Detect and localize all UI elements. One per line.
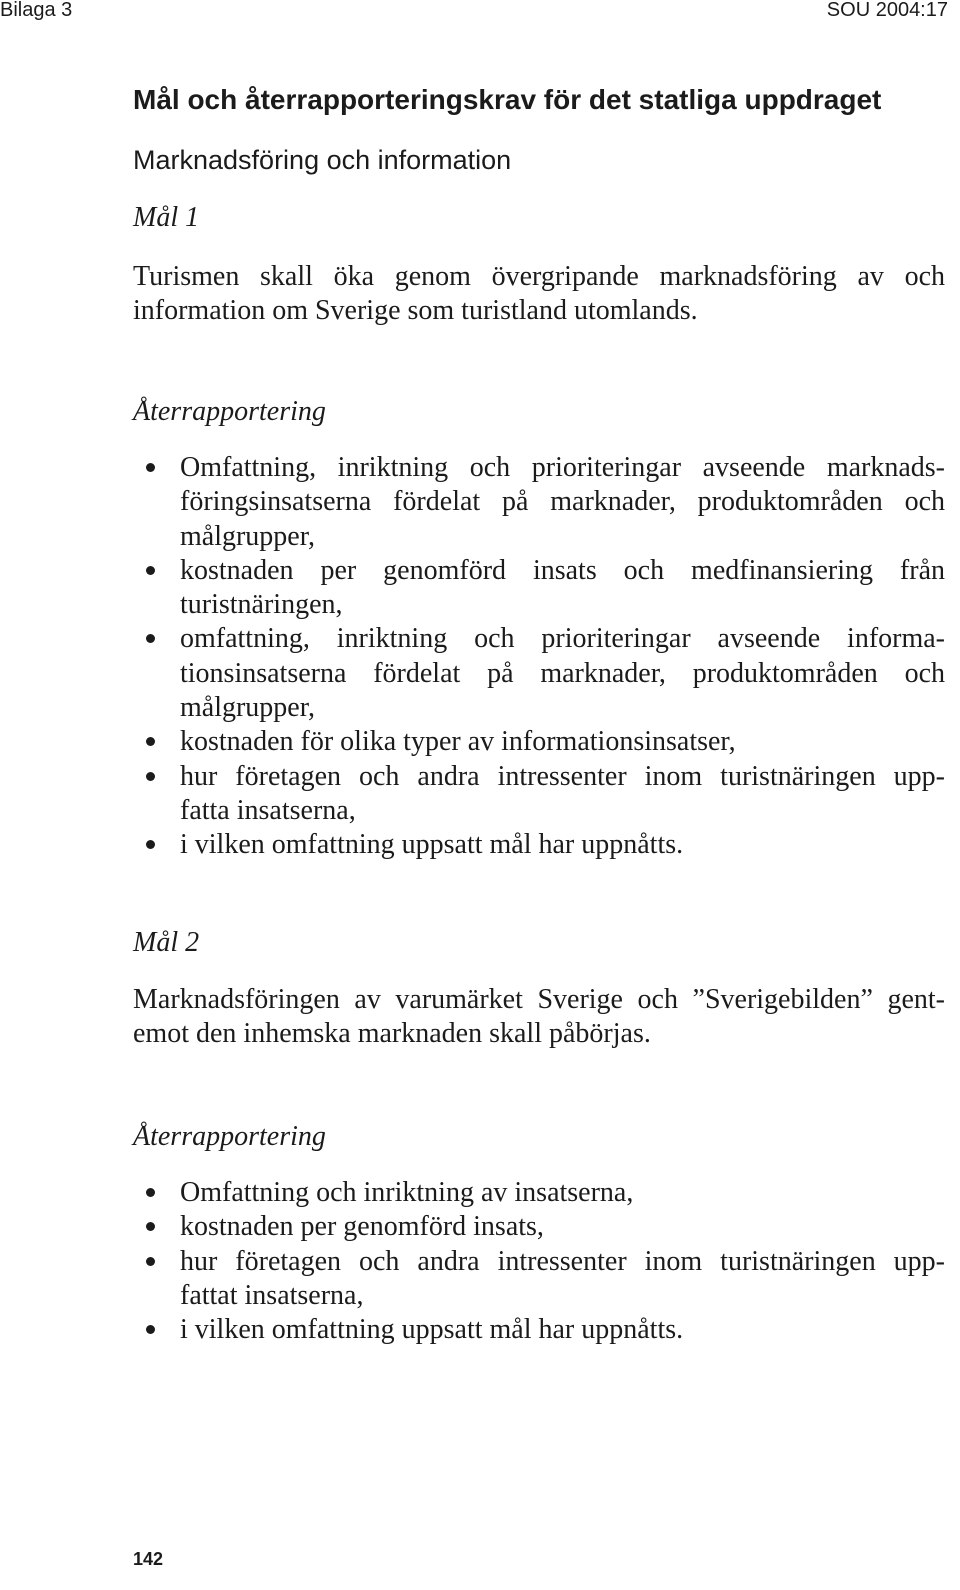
item-line: tionsinsatserna fördelat på marknader, produktområden och: [180, 657, 945, 689]
header-appendix-label: Bilaga 3: [0, 0, 73, 21]
list-item: [180, 451, 945, 554]
text-line: information om Sverige som turistland utomlands.: [133, 294, 698, 326]
bullet-icon: [146, 737, 155, 746]
list-item: [180, 725, 945, 759]
item-line: i vilken omfattning uppsatt mål har uppnåtts.: [180, 829, 684, 861]
item-line: Omfattning, inriktning och prioriteringar avseende marknads-: [180, 452, 945, 483]
section-subtitle: Marknadsföring och information: [133, 145, 512, 175]
item-line: i vilken omfattning uppsatt mål har uppnåtts.: [180, 1314, 684, 1346]
item-line: hur företagen och andra intressenter inom turistnäringen upp-: [180, 1245, 945, 1277]
item-line: hur företagen och andra intressenter inom turistnäringen upp-: [180, 760, 945, 792]
item-line: målgrupper,: [180, 520, 315, 552]
text-line: emot den inhemska marknaden skall påbörjas.: [133, 1017, 651, 1049]
page-number: 142: [133, 1549, 164, 1569]
bullet-icon: [146, 1257, 155, 1266]
text-line: Turismen skall öka genom övergripande marknadsföring av och: [133, 261, 945, 292]
goal-2-reporting-heading: Återrapportering: [133, 1121, 326, 1152]
list-item: [180, 828, 945, 862]
item-line: kostnaden för olika typer av informationsinsatser,: [180, 726, 736, 758]
list-item: [180, 1245, 945, 1314]
bullet-icon: [146, 772, 155, 781]
goal-1-reporting-heading: Återrapportering: [133, 396, 326, 427]
bullet-icon: [146, 1325, 155, 1334]
bullet-icon: [146, 634, 155, 643]
bullet-icon: [146, 463, 155, 472]
item-line: fattat insatserna,: [180, 1279, 364, 1311]
list-item: [180, 760, 945, 829]
item-line: kostnaden per genomförd insats och medfinansiering från: [180, 554, 945, 586]
item-line: Omfattning och inriktning av insatserna,: [180, 1177, 634, 1208]
item-line: föringsinsatserna fördelat på marknader, produktområden och: [180, 486, 945, 518]
bullet-icon: [146, 1188, 155, 1197]
list-item: [180, 1210, 945, 1244]
item-line: fatta insatserna,: [180, 794, 356, 826]
item-line: kostnaden per genomförd insats,: [180, 1211, 544, 1243]
goal-1-reporting-list: [180, 451, 945, 863]
list-item: [180, 1313, 945, 1347]
page-title: Mål och återrapporteringskrav för det statliga uppdraget: [133, 84, 882, 115]
list-item: [180, 1176, 945, 1210]
list-item: [180, 554, 945, 623]
list-item: [180, 622, 945, 725]
item-line: omfattning, inriktning och prioriteringar avseende informa-: [180, 623, 945, 655]
bullet-icon: [146, 840, 155, 849]
text-line: Marknadsföringen av varumärket Sverige och ”Sverigebilden” gent-: [133, 984, 945, 1015]
bullet-icon: [146, 1222, 155, 1231]
bullet-icon: [146, 566, 155, 575]
goal-1-heading: Mål 1: [133, 202, 200, 233]
goal-2-heading: Mål 2: [133, 927, 200, 958]
goal-1-text: [133, 260, 945, 327]
item-line: målgrupper,: [180, 692, 315, 724]
item-line: turistnäringen,: [180, 589, 343, 621]
goal-2-reporting-list: [180, 1176, 945, 1347]
goal-2-text: [133, 983, 945, 1050]
header-report-id: SOU 2004:17: [826, 0, 948, 21]
